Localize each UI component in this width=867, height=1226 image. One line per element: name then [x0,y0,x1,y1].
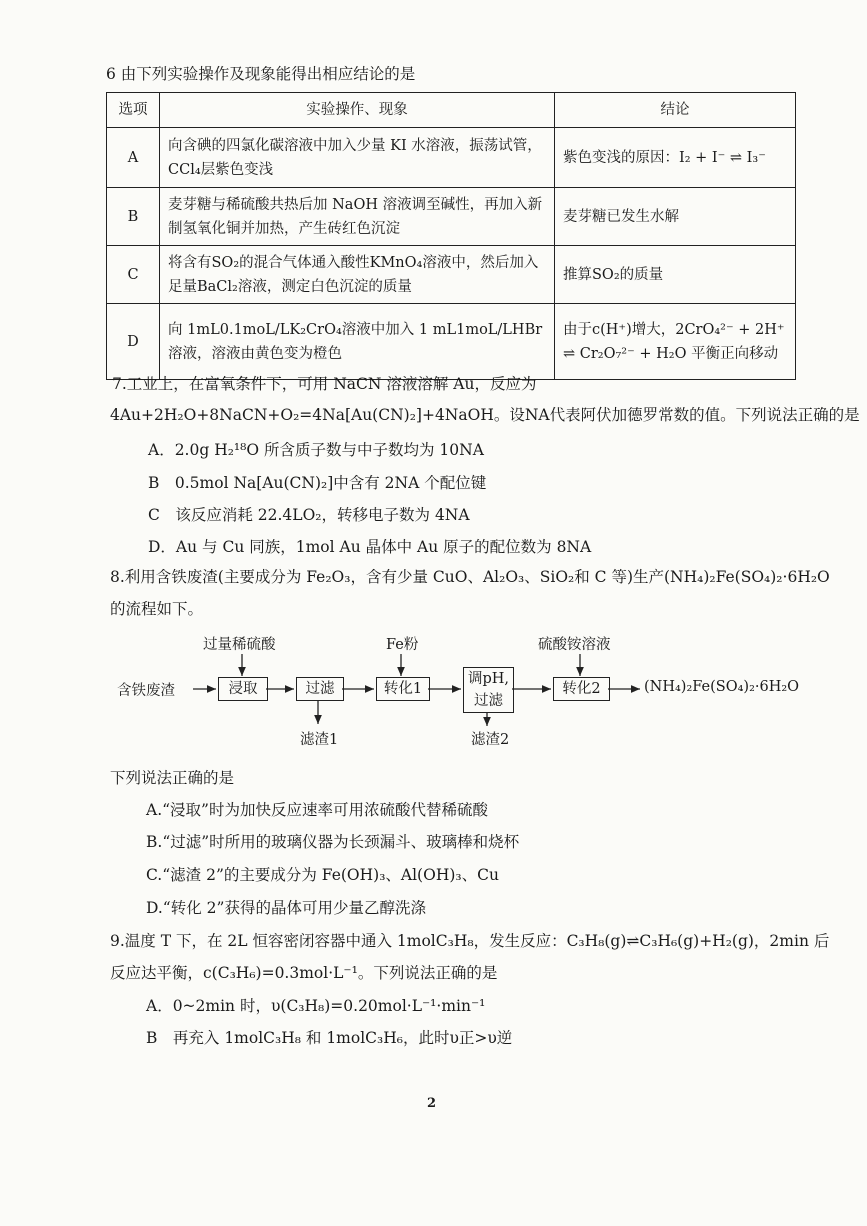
flow-product: (NH₄)₂Fe(SO₄)₂·6H₂O [644,679,800,695]
q7-stem-2: 4Au+2H₂O+8NaCN+O₂=4Na[Au(CN)₂]+4NaOH。设NA代表阿伏加德罗常数的值。下列说法正确的是 [110,406,860,424]
q8-option-a: A.“浸取”时为加快反应速率可用浓硫酸代替稀硫酸 [146,801,488,819]
q6-title: 6 由下列实验操作及现象能得出相应结论的是 [106,65,416,83]
row-conclusion: 由于c(H⁺)增大，2CrO₄²⁻ + 2H⁺ ⇌ Cr₂O₇²⁻ + H₂O 平衡正向移动 [555,304,796,380]
flow-output-residue1: 滤渣1 [300,732,339,748]
q7-option-a: A．2.0g H₂¹⁸O 所含质子数与中子数均为 10NA [148,441,484,459]
row-operation: 麦芽糖与稀硫酸共热后加 NaOH 溶液调至碱性，再加入新制氢氧化铜并加热，产生砖红色沉淀 [160,188,555,246]
q7-option-b: B 0.5mol Na[Au(CN)₂]中含有 2NA 个配位键 [148,474,487,492]
flow-step-ph-line2: 过滤 [474,693,503,709]
row-operation: 向 1mL0.1moL/LK₂CrO₄溶液中加入 1 mL1moL/LHBr 溶液，溶液由黄色变为橙色 [160,304,555,380]
flow-step-filter: 过滤 [296,677,344,701]
q8-option-c: C.“滤渣 2”的主要成分为 Fe(OH)₃、Al(OH)₃、Cu [146,866,499,884]
flow-input-fe: Fe粉 [386,637,419,653]
q7-option-c: C 该反应消耗 22.4LO₂，转移电子数为 4NA [148,506,470,524]
row-operation: 将含有SO₂的混合气体通入酸性KMnO₄溶液中，然后加入足量BaCl₂溶液，测定白色沉淀的质量 [160,246,555,304]
row-operation: 向含碘的四氯化碳溶液中加入少量 KI 水溶液，振荡试管，CCl₄层紫色变浅 [160,128,555,188]
flow-step-leach: 浸取 [218,677,268,701]
header-conclusion: 结论 [555,93,796,128]
page-number: 2 [427,1096,437,1111]
row-option: C [107,246,160,304]
q8-stem-1: 8.利用含铁废渣(主要成分为 Fe₂O₃，含有少量 CuO、Al₂O₃、SiO₂和 C 等)生产(NH₄)₂Fe(SO₄)₂·6H₂O [110,568,830,586]
flow-input-acid: 过量稀硫酸 [203,637,276,653]
flow-output-residue2: 滤渣2 [471,732,510,748]
q9-stem-2: 反应达平衡，c(C₃H₆)=0.3mol·L⁻¹。下列说法正确的是 [110,964,498,982]
q7-stem-1: 7.工业上，在富氧条件下，可用 NaCN 溶液溶解 Au，反应为 [112,375,537,393]
header-operation: 实验操作、现象 [160,93,555,128]
row-option: B [107,188,160,246]
row-option: D [107,304,160,380]
q8-option-d: D.“转化 2”获得的晶体可用少量乙醇洗涤 [146,899,426,917]
flow-step-ph-line1: 调pH, [467,671,510,687]
q7-option-d: D．Au 与 Cu 同族，1mol Au 晶体中 Au 原子的配位数为 8NA [148,538,592,556]
q8-stem-2: 的流程如下。 [110,600,204,618]
flow-start-label: 含铁废渣 [117,683,175,699]
q9-stem-1: 9.温度 T 下，在 2L 恒容密闭容器中通入 1molC₃H₈，发生反应：C₃H₈(g)⇌C₃H₆(g)+H₂(g)，2min 后 [110,932,830,950]
flow-step-convert2: 转化2 [553,677,610,701]
q8-option-b: B.“过滤”时所用的玻璃仪器为长颈漏斗、玻璃棒和烧杯 [146,833,520,851]
q9-option-a: A．0~2min 时，υ(C₃H₈)=0.20mol·L⁻¹·min⁻¹ [146,997,486,1015]
flow-step-ph-filter [463,667,514,713]
row-conclusion: 紫色变浅的原因：I₂ + I⁻ ⇌ I₃⁻ [555,128,796,188]
q8-prompt: 下列说法正确的是 [110,769,235,787]
row-conclusion: 推算SO₂的质量 [555,246,796,304]
q9-option-b: B 再充入 1molC₃H₈ 和 1molC₃H₆，此时υ正>υ逆 [146,1029,513,1047]
flow-step-convert1: 转化1 [376,677,430,701]
header-option: 选项 [107,93,160,128]
row-option: A [107,128,160,188]
row-conclusion: 麦芽糖已发生水解 [555,188,796,246]
flow-input-ammonium: 硫酸铵溶液 [538,637,611,653]
